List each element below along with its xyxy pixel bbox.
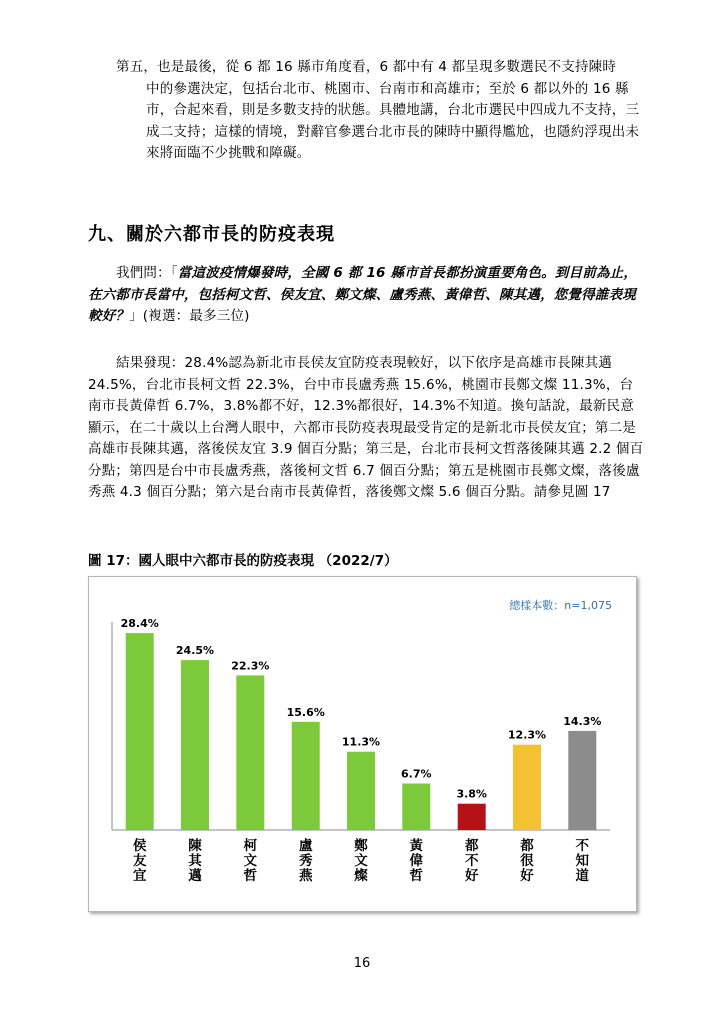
data-label-2: 24.5% [175,644,215,658]
data-label-7: 3.8% [456,787,487,801]
bar-3 [236,675,264,830]
bar-chart [89,577,636,911]
data-label-8: 12.3% [507,728,547,742]
page-number: 16 [353,956,371,971]
bar-2 [181,660,209,830]
category-label-1: 侯友宜 [132,838,147,884]
data-label-3: 22.3% [231,659,270,673]
question-lead: 我們問：「 [116,265,178,281]
bar-8 [513,745,541,830]
bar-4 [292,722,320,830]
paragraph-fifth-rest: 中的參選決定，包括台北市、桃園市、台南市和高雄市；至於 6 都以外的 16 縣市，合起來看，則是多數支持的狀態。具體地講，台北市選民中四成九不支持，三成二支持；這樣的情境，對辭官參選台北市長的陳時中顯得尷尬，也隱約浮現出未來將面臨不少挑戰和障礙。 [146,80,640,161]
paragraph-fifth [116,57,644,165]
bar-5 [347,752,375,830]
category-label-5: 鄭文燦 [354,838,368,884]
data-label-6: 6.7% [401,767,432,781]
category-label-6: 黃偉哲 [409,838,424,884]
question-tail: 」(複選：最多三位) [129,308,250,324]
result-paragraph: 結果發現：28.4%認為新北市長侯友宜防疫表現較好，以下依序是高雄市長陳其邁 24.5%，台北市長柯文哲 22.3%，台中市長盧秀燕 15.6%，桃園市長鄭文燦 11.3%，台南市長黃偉哲 6.7%，3.8%都不好，12.3%都很好，14.3%不知道。換句話說，最新民意顯示，在二十歲以上台灣人眼中，六都市長防疫表現最受肯定的是新北市長侯友宜；第二是高雄市長陳其邁，落後侯友宜 3.9 個百分點；第三是，台北市長柯文哲落後陳其邁 2.2 個百分點；第四是台中市長盧秀燕，落後柯文哲 6.7 個百分點；第五是桃園市長鄭文燦，落後盧秀燕 4.3 個百分點；第六是台南市長黃偉哲，落後鄭文燦 5.6 個百分點。請參見圖 17 [88,355,644,500]
bar-1 [126,633,154,830]
bar-9 [568,731,596,830]
category-label-2: 陳其邁 [188,838,202,884]
bar-6 [402,784,430,831]
sample-size-label: 總樣本數：n=1,075 [509,599,612,612]
category-label-7: 都不好 [464,838,479,884]
figure-caption: 圖 17：國人眼中六都市長的防疫表現 （2022/7） [88,553,398,569]
category-label-9: 不知道 [575,838,590,884]
category-label-3: 柯文哲 [243,838,258,884]
data-label-5: 11.3% [341,735,381,749]
question-text: 當這波疫情爆發時，全國 6 都 16 縣市首長都扮演重要角色。到目前為止，在六都市長當中，包括柯文哲、侯友宜、鄭文燦、盧秀燕、黃偉哲、陳其邁，您覺得誰表現較好？ [88,265,638,324]
data-label-4: 15.6% [286,705,325,719]
category-label-4: 盧秀燕 [298,838,313,884]
category-label-8: 都很好 [520,838,534,884]
chart-frame [88,576,637,912]
question-paragraph [88,263,644,328]
data-label-1: 28.4% [120,617,159,631]
bar-7 [458,804,486,830]
section-heading: 九、關於六都市長的防疫表現 [88,224,335,245]
data-label-9: 14.3% [563,714,602,728]
paragraph-fifth-first-line: 第五，也是最後，從 6 都 16 縣市角度看，6 都中有 4 都呈現多數選民不支持陳時 [116,59,617,75]
